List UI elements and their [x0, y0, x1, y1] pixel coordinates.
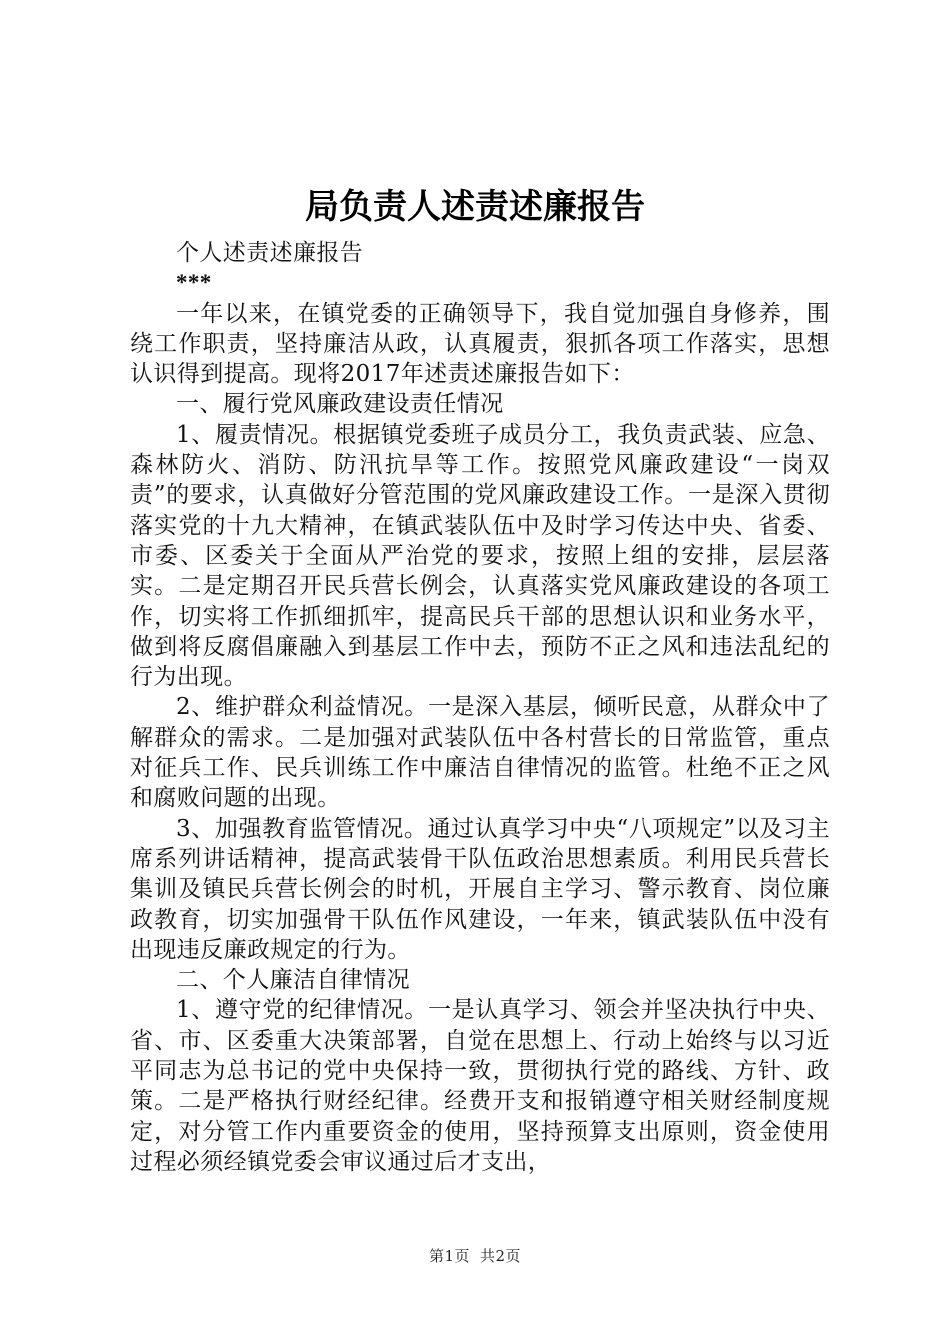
body-paragraph: 3、加强教育监管情况。通过认真学习中央“八项规定”以及习主席系列讲话精神，提高武装骨干队伍政治思想素质。利用民兵营长集训及镇民兵营长例会的时机，开展自主学习、警示教育、岗位廉政教育，切实加强骨干队伍作风建设，一年来，镇武装队伍中没有出现违反廉政规定的行为。 [130, 815, 830, 963]
page-footer [0, 1245, 950, 1266]
subtitle-paragraph: 个人述责述廉报告 [176, 240, 364, 266]
body-paragraph: 2、维护群众利益情况。一是深入基层，倾听民意，从群众中了解群众的需求。二是加强对武装队伍中各村营长的日常监管，重点对征兵工作、民兵训练工作中廉洁自律情况的监管。杜绝不正之风和腐败问题的出现。 [130, 694, 830, 812]
body-paragraph: 1、履责情况。根据镇党委班子成员分工，我负责武装、应急、森林防火、消防、防汛抗旱等工作。按照党风廉政建设“一岗双责”的要求，认真做好分管范围的党风廉政建设工作。一是深入贯彻落实党的十九大精神，在镇武装队伍中及时学习传达中央、省委、市委、区委关于全面从严治党的要求，按照上组的安排，层层落实。二是定期召开民兵营长例会，认真落实党风廉政建设的各项工作，切实将工作抓细抓牢，提高民兵干部的思想认识和业务水平，做到将反腐倡廉融入到基层工作中去，预防不正之风和违法乱纪的行为出现。 [130, 421, 830, 691]
document-title: 局负责人述责述廉报告 [305, 187, 645, 227]
body-paragraph: 1、遵守党的纪律情况。一是认真学习、领会并坚决执行中央、省、市、区委重大决策部署，自觉在思想上、行动上始终与以习近平同志为总书记的党中央保持一致，贯彻执行党的路线、方针、政策。二是严格执行财经纪律。经费开支和报销遵守相关财经制度规定，对分管工作内重要资金的使用，坚持预算支出原则，资金使用过程必须经镇党委会审议通过后才支出， [130, 997, 830, 1175]
author-placeholder: *** [176, 270, 212, 296]
section-heading-1: 一、履行党风廉政建设责任情况 [176, 391, 504, 418]
section-heading-2: 二、个人廉洁自律情况 [176, 967, 410, 994]
page-total: 共2页 [480, 1247, 522, 1265]
intro-paragraph: 一年以来，在镇党委的正确领导下，我自觉加强自身修养，围绕工作职责，坚持廉洁从政，认真履责，狠抓各项工作落实，思想认识得到提高。现将2017年述责述廉报告如下： [130, 300, 830, 388]
document-body [130, 238, 830, 1177]
page-number: 第1页 [428, 1247, 470, 1265]
